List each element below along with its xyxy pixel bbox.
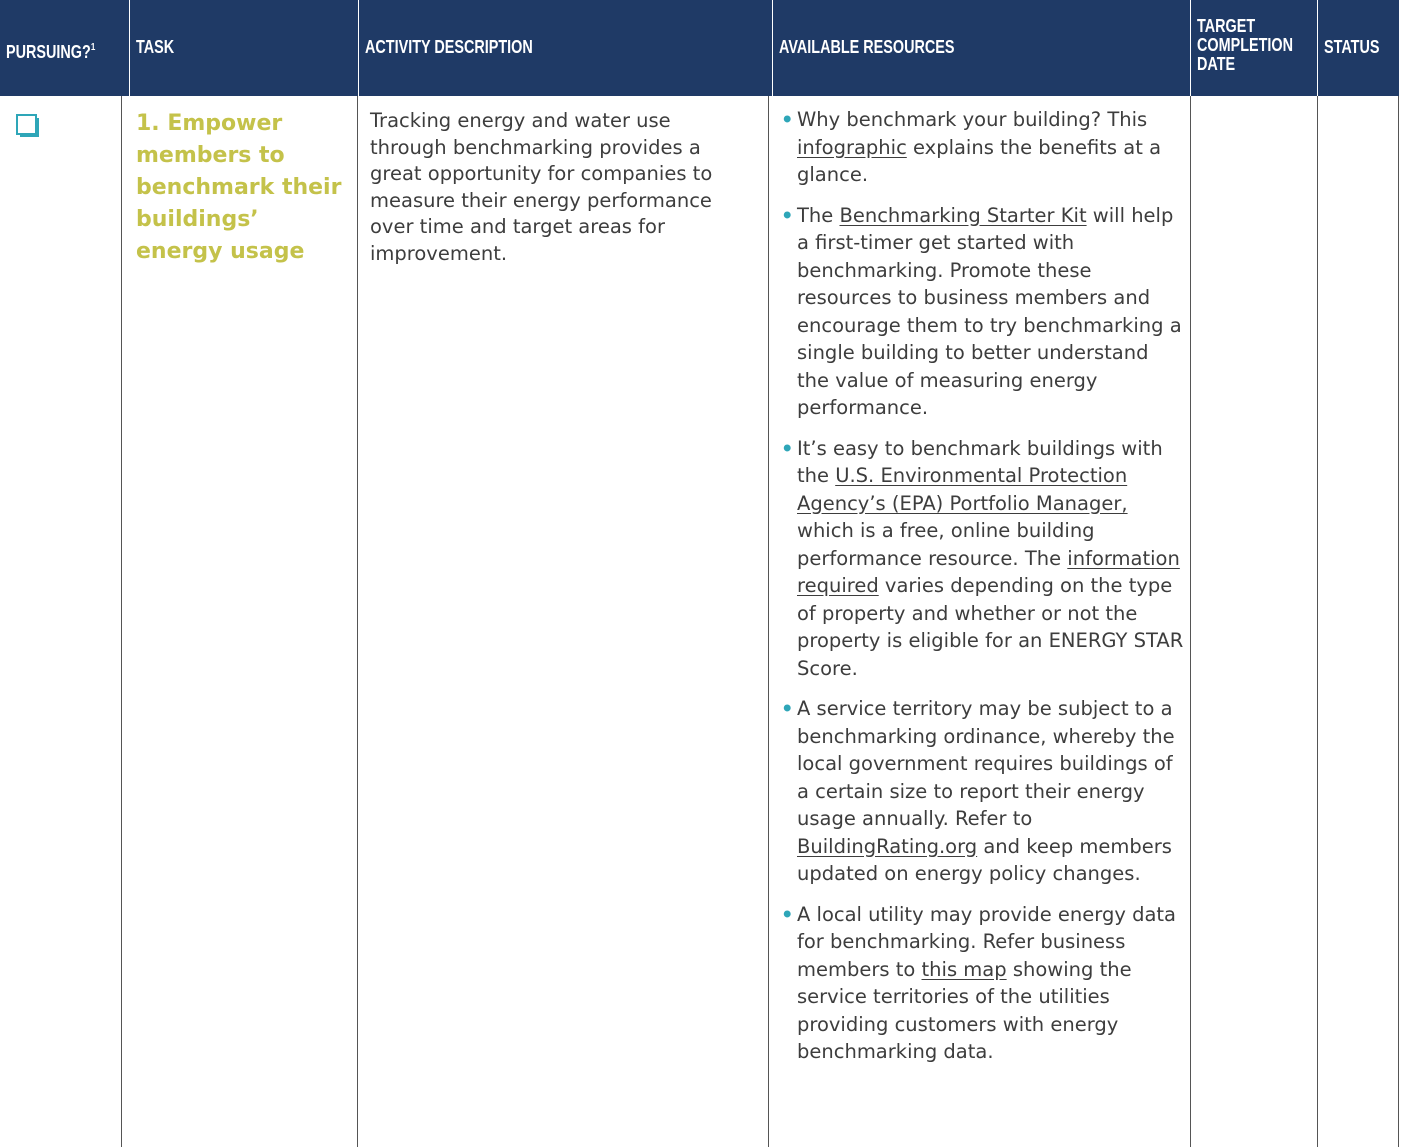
bullet-icon: • [781, 902, 794, 926]
column-header-activity: ACTIVITY DESCRIPTION [358, 0, 772, 96]
infographic-link[interactable]: infographic [797, 135, 907, 159]
column-divider [1317, 96, 1318, 1147]
resources-list [780, 106, 1185, 1079]
bullet-icon: • [781, 436, 794, 460]
column-header-target-date: TARGET COMPLETION DATE [1190, 0, 1317, 96]
list-item: • It’s easy to benchmark buildings with the U.S. Environmental Protection Agency’s (EPA) Portfolio Manager, which is a free, online building performance resource. The information required varies depending on the type of property and whether or not the property is eligible for an ENERGY STAR Score. [781, 436, 1184, 680]
column-divider [121, 96, 122, 1147]
column-divider [1398, 96, 1399, 1147]
pursuing-label: PURSUING? [6, 42, 91, 62]
list-item: • A service territory may be subject to a benchmarking ordinance, whereby the local government requires buildings of a certain size to report their energy usage annually. Refer to BuildingRating.org and keep members updated on energy policy changes. [781, 697, 1175, 885]
column-divider [1190, 96, 1191, 1147]
this-map-link[interactable]: this map [921, 957, 1007, 981]
column-header-task: TASK [129, 0, 358, 96]
bullet-icon: • [781, 697, 794, 720]
column-divider [357, 96, 358, 1147]
pursuing-checkbox[interactable] [16, 114, 40, 138]
bullet-icon: • [781, 203, 794, 227]
checkbox-icon [16, 114, 40, 138]
list-item: • A local utility may provide energy data for benchmarking. Refer business members to this map showing the service territories of the utilities providing customers with energy benchmarking data. [781, 902, 1176, 1063]
bullet-icon: • [781, 108, 794, 131]
column-divider [768, 96, 769, 1147]
task-title: 1. Empower members to benchmark their buildings’ energy usage [136, 111, 342, 264]
list-item: • The Benchmarking Starter Kit will help a first-timer get started with benchmarking. Promote these resources to business members and encourage them to try benchmarking a single building to better understand the value of measuring energy performance. [781, 203, 1182, 419]
activity-description: Tracking energy and water use through benchmarking provides a great opportunity for companies to measure their energy performance over time and target areas for improvement. [370, 109, 713, 265]
column-header-status: STATUS [1317, 0, 1399, 96]
starter-kit-link[interactable]: Benchmarking Starter Kit [839, 203, 1087, 227]
information-required-link[interactable]: information required [797, 546, 1180, 597]
list-item: • Why benchmark your building? This infographic explains the benefits at a glance. [781, 108, 1162, 186]
footnote-marker: 1 [90, 42, 96, 53]
buildingrating-link[interactable]: BuildingRating.org [797, 834, 978, 858]
table-header [0, 0, 1399, 96]
portfolio-manager-link[interactable]: U.S. Environmental Protection Agency’s (EPA) Portfolio Manager, [797, 464, 1128, 515]
column-header-resources: AVAILABLE RESOURCES [772, 0, 1190, 96]
column-header-pursuing [0, 0, 129, 96]
